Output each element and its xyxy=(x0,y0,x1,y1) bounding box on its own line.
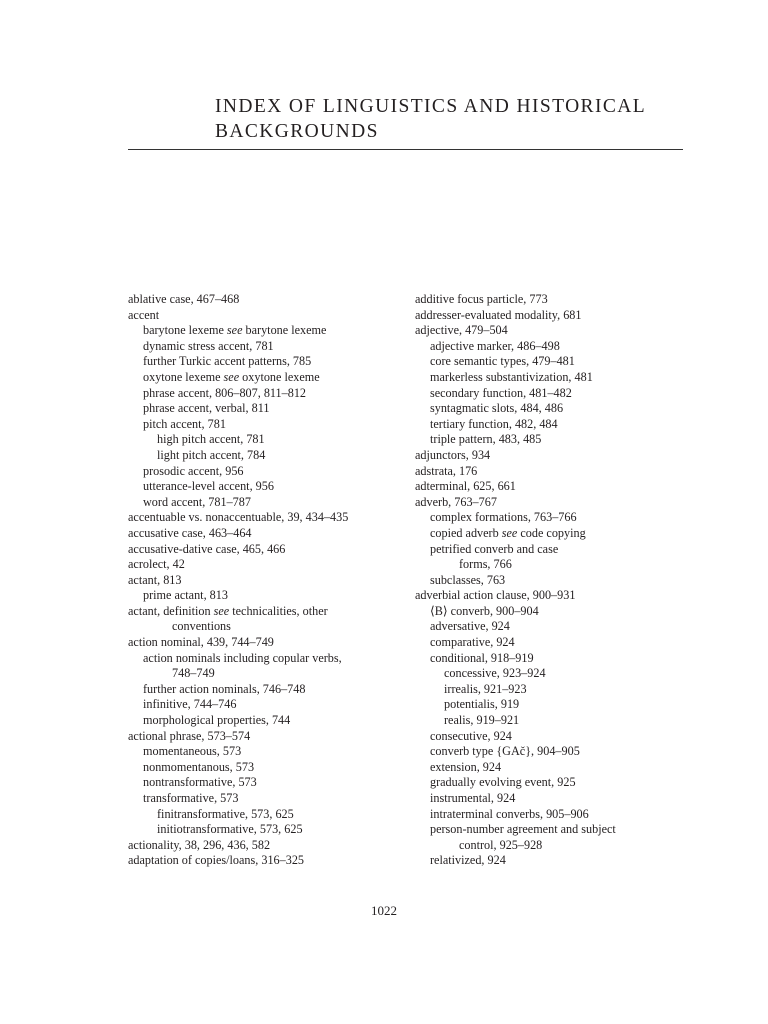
index-entry: conventions xyxy=(172,619,231,634)
index-entry: core semantic types, 479–481 xyxy=(430,354,575,369)
index-entry: instrumental, 924 xyxy=(430,791,516,805)
index-entry: transformative, 573 xyxy=(143,791,239,805)
index-entry: gradually evolving event, 925 xyxy=(430,775,576,790)
index-entry: accent xyxy=(128,307,160,322)
index-column-left xyxy=(128,292,418,869)
index-entry: person-number agreement and subject xyxy=(430,822,616,837)
index-entry: infinitive, 744–746 xyxy=(143,697,237,712)
index-entry xyxy=(128,604,418,620)
index-entry: prosodic accent, 956 xyxy=(143,463,244,478)
index-entry: accentuable vs. nonaccentuable, 39, 434–435 xyxy=(128,510,349,525)
index-column-right xyxy=(415,292,705,869)
index-entry xyxy=(415,526,705,542)
index-entry: extension, 924 xyxy=(430,759,502,774)
index-entry: 748–749 xyxy=(172,666,215,681)
index-entry: adversative, 924 xyxy=(430,619,510,634)
index-entry-target: technicalities, other xyxy=(229,603,328,618)
index-entry: additive focus particle, 773 xyxy=(415,292,548,306)
index-entry: potentialis, 919 xyxy=(444,697,520,712)
index-entry xyxy=(128,370,418,386)
index-entry: adstrata, 176 xyxy=(415,463,478,478)
index-entry: secondary function, 481–482 xyxy=(430,385,572,400)
index-entry: syntagmatic slots, 484, 486 xyxy=(430,401,564,416)
index-entry: adterminal, 625, 661 xyxy=(415,479,516,494)
index-entry-target: code copying xyxy=(517,525,586,540)
see-reference: see xyxy=(226,323,243,338)
index-entry: utterance-level accent, 956 xyxy=(143,479,274,494)
index-entry: prime actant, 813 xyxy=(143,588,228,603)
index-entry: nonmomentanous, 573 xyxy=(143,759,255,774)
index-entry: subclasses, 763 xyxy=(430,572,506,587)
index-entry: ⟨B⟩ converb, 900–904 xyxy=(430,603,539,618)
index-entry: control, 925–928 xyxy=(459,837,543,852)
index-entry: consecutive, 924 xyxy=(430,728,512,743)
index-entry: triple pattern, 483, 485 xyxy=(430,432,542,447)
index-entry: realis, 919–921 xyxy=(444,713,520,728)
index-entry: initiotransformative, 573, 625 xyxy=(157,822,303,837)
index-entry: action nominal, 439, 744–749 xyxy=(128,635,274,650)
index-entry: adjective, 479–504 xyxy=(415,323,508,338)
index-entry: actional phrase, 573–574 xyxy=(128,728,251,743)
index-entry: concessive, 923–924 xyxy=(444,666,546,681)
index-entry: accusative-dative case, 465, 466 xyxy=(128,541,286,556)
index-entry: dynamic stress accent, 781 xyxy=(143,338,274,353)
index-entry: further Turkic accent patterns, 785 xyxy=(143,354,312,369)
index-entry: pitch accent, 781 xyxy=(143,416,226,431)
index-entry: further action nominals, 746–748 xyxy=(143,681,306,696)
index-entry: irrealis, 921–923 xyxy=(444,681,527,696)
index-entry: high pitch accent, 781 xyxy=(157,432,265,447)
index-entry: conditional, 918–919 xyxy=(430,650,534,665)
index-entry: actionality, 38, 296, 436, 582 xyxy=(128,837,271,852)
title-rule xyxy=(128,149,683,150)
index-entry: momentaneous, 573 xyxy=(143,744,242,759)
index-entry: nontransformative, 573 xyxy=(143,775,257,790)
index-entry: petrified converb and case xyxy=(430,541,559,556)
index-entry: intraterminal converbs, 905–906 xyxy=(430,806,589,821)
index-entry: tertiary function, 482, 484 xyxy=(430,416,558,431)
index-entry: acrolect, 42 xyxy=(128,557,185,572)
index-entry: actant, 813 xyxy=(128,572,182,587)
index-entry-target: barytone lexeme xyxy=(242,323,327,338)
index-entry: accusative case, 463–464 xyxy=(128,525,252,540)
index-entry: relativized, 924 xyxy=(430,853,506,868)
index-entry: action nominals including copular verbs, xyxy=(143,650,342,665)
index-entry: morphological properties, 744 xyxy=(143,713,291,728)
see-reference: see xyxy=(501,525,518,540)
index-entry: word accent, 781–787 xyxy=(143,494,251,509)
index-entry: forms, 766 xyxy=(459,557,512,572)
index-entry: phrase accent, 806–807, 811–812 xyxy=(143,385,307,400)
index-entry: adjunctors, 934 xyxy=(415,447,491,462)
see-reference: see xyxy=(213,603,230,618)
index-entry: finitransformative, 573, 625 xyxy=(157,806,294,821)
index-entry: adverbial action clause, 900–931 xyxy=(415,588,576,603)
index-entry-text: barytone lexeme xyxy=(143,323,227,338)
index-entry: comparative, 924 xyxy=(430,635,515,650)
index-entry: adjective marker, 486–498 xyxy=(430,338,560,353)
index-entry: addresser-evaluated modality, 681 xyxy=(415,307,582,322)
index-entry: ablative case, 467–468 xyxy=(128,292,240,306)
index-entry: markerless substantivization, 481 xyxy=(430,369,593,384)
index-entry: light pitch accent, 784 xyxy=(157,447,266,462)
index-entry-text: oxytone lexeme xyxy=(143,369,224,384)
index-entry-text: copied adverb xyxy=(430,525,502,540)
index-entry xyxy=(128,323,418,339)
index-entry: adaptation of copies/loans, 316–325 xyxy=(128,853,305,868)
index-entry-target: oxytone lexeme xyxy=(239,369,320,384)
index-entry-text: actant, definition xyxy=(128,603,214,618)
see-reference: see xyxy=(223,369,240,384)
page-number: 1022 xyxy=(371,903,397,918)
page-title: INDEX OF LINGUISTICS AND HISTORICAL BACKGROUNDS xyxy=(215,96,646,142)
index-entry: complex formations, 763–766 xyxy=(430,510,577,525)
index-entry: converb type {GAč}, 904–905 xyxy=(430,744,580,759)
index-entry: adverb, 763–767 xyxy=(415,494,497,509)
index-entry: phrase accent, verbal, 811 xyxy=(143,401,270,416)
